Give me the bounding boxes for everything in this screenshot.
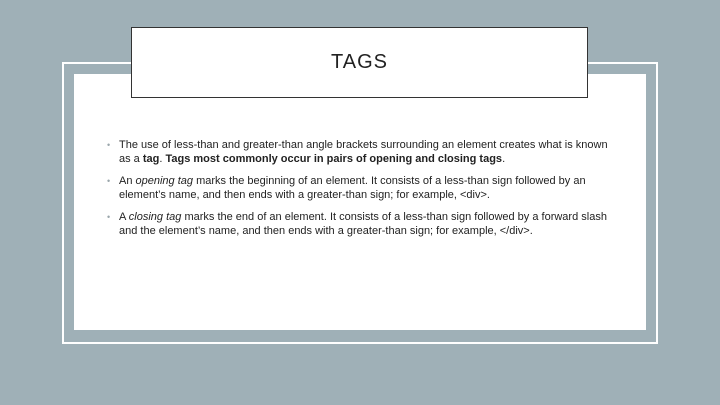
bullet-text: .	[502, 153, 506, 165]
bullet-text-italic: closing tag	[128, 211, 182, 223]
slide-title: TAGS	[331, 51, 388, 73]
bullet-text: A	[119, 211, 129, 223]
bullet-dot-icon: •	[107, 212, 111, 222]
slide-title-box	[131, 27, 588, 98]
bullet-dot-icon: •	[107, 140, 111, 150]
bullet-text: An	[119, 175, 136, 187]
bullet-text-italic: opening tag	[135, 175, 194, 187]
bullet-text-bold: tag	[142, 153, 160, 165]
bullet-text: marks the end of an element. It consists of a less-than sign followed by a forward slash and the element’s name, and then ends with a greater-than sign; for example, </div>.	[119, 211, 607, 237]
bullet-text-bold: Tags most commonly occur in pairs of opening and closing tags	[165, 153, 503, 165]
bullet-item-opening-tag	[105, 174, 610, 202]
bullet-text: .	[159, 153, 166, 165]
bullet-dot-icon: •	[107, 176, 111, 186]
bullet-item-closing-tag	[105, 210, 610, 238]
bullet-item-tags	[105, 138, 610, 166]
bullet-text: The use of less-than and greater-than angle brackets surrounding an element creates what is known as a	[119, 139, 608, 165]
bullet-text: marks the beginning of an element. It consists of a less-than sign followed by an element’s name, and then ends with a greater-than sign; for example, <div>.	[119, 175, 586, 201]
bullet-list	[105, 138, 610, 246]
